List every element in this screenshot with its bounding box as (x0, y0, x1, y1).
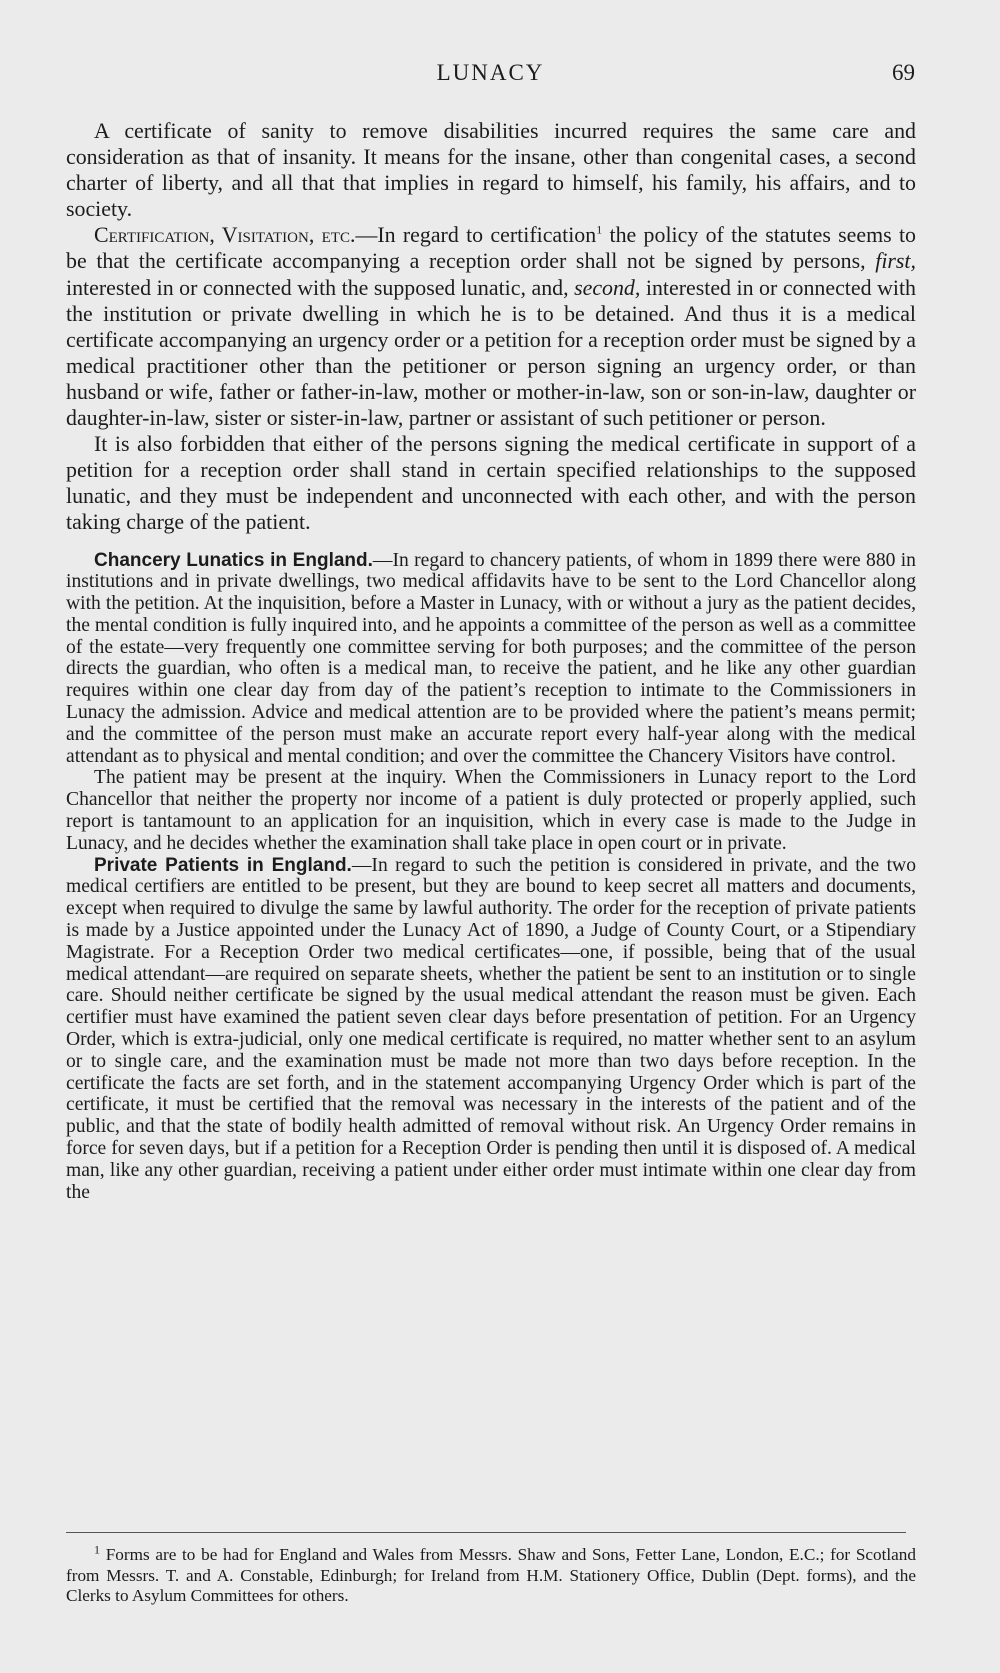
small-type-section (66, 550, 916, 1204)
footnote-marker: 1 (94, 1542, 100, 1557)
section-gap (66, 536, 916, 550)
page-number: 69 (892, 60, 915, 85)
paragraph-inquiry: The patient may be present at the inquiry. When the Commissioners in Lunacy report to the Lord Chancellor that neither the property nor income of a patient is duly protected or properly applied, such report is tantamount to an application for an inquisition, which in every case is made to the Judge in Lunacy, and he decides whether the examination shall take place in open court or in private. (66, 767, 916, 854)
section-heading-chancery: Chancery Lunatics in England. (94, 549, 373, 571)
section-heading-private-patients: Private Patients in England. (94, 854, 352, 876)
paragraph-chancery-lunatics: Chancery Lunatics in England.—In regard to chancery patients, of whom in 1899 there were 880 in institutions and in private dwellings, two medical affidavits have to be sent to the Lord Chancellor along with the petition. At the inquisition, before a Master in Lunacy, with or without a jury as the patient decides, the mental condition is fully inquired into, and he appoints a committee of the person as well as a committee of the estate—very frequently one committee serving for both purposes; and the committee of the person directs the guardian, who often is a medical man, to receive the patient, and he like any other guardian requires within one clear day from day of the patient’s reception to intimate to the Commissioners in Lunacy the admission. Advice and medical attention are to be provided where the patient’s means permit; and the committee of the person must make an accurate report every half-year along with the medical attendant as to physical and mental condition; and over the committee the Chancery Visitors have control. (66, 549, 916, 767)
page-title: LUNACY (436, 60, 545, 85)
paragraph-forbidden-relationships: It is also forbidden that either of the persons signing the medical certificate in support of a petition for a reception order shall stand in certain specified relationships to the supposed lunatic, and they must be independent and unconnected with each other, and with the person taking charge of the patient. (66, 431, 916, 535)
paragraph-certification: Certification, Visitation, etc.—In regard to certification$^1$ the policy of the statutes seems to be that the certificate accompanying a reception order shall not be signed by persons, first, interested in or connected with the supposed lunatic, and, second, interested in or connected with the institution or private dwelling in which he is to be detained. And thus it is a medical certificate accompanying an urgency order or a petition for a reception order must be signed by a medical practitioner other than the petitioner or person signing an urgency order, or than husband or wife, father or father-in-law, mother or mother-in-law, son or son-in-law, daughter or daughter-in-law, sister or sister-in-law, partner or assistant of such petitioner or person. (66, 222, 916, 431)
page-body (66, 118, 916, 1203)
footnote-reference[interactable]: 1 (596, 223, 603, 238)
footnote (66, 1542, 916, 1607)
paragraph-private-patients: Private Patients in England.—In regard to such the petition is considered in private, and the two medical certifiers are entitled to be present, but they are bound to keep secret all matters and documents, except when required to divulge the same by lawful authority. The order for the reception of private patients is made by a Justice appointed under the Lunacy Act of 1890, a Judge of County Court, or a Stipendiary Magistrate. For a Reception Order two medical certificates—one, if possible, being that of the usual medical attendant—are required on separate sheets, whether the patient be sent to an institution or to single care. Should neither certificate be signed by the usual medical attendant the reason must be given. Each certifier must have examined the patient seven clear days before presentation of petition. For an Urgency Order, which is extra-judicial, only one medical certificate is required, no matter whether sent to an asylum or to single care, and the examination must be made not more than two days before reception. In the certificate the facts are set forth, and in the statement accompanying Urgency Order which is part of the certificate, it must be certified that the removal was necessary in the interests of the patient and of the public, and that the state of bodily health admitted of removal without risk. An Urgency Order remains in force for seven days, but if a petition for a Reception Order is pending then until it is disposed of. A medical man, like any other guardian, receiving a patient under either order must intimate within one clear day from the (66, 854, 916, 1203)
footnote-divider (66, 1532, 906, 1533)
paragraph-sanity-certificate: A certificate of sanity to remove disabilities incurred requires the same care and consideration as that of insanity. It means for the insane, other than congenital cases, a second charter of liberty, and all that that implies in regard to himself, his family, his affairs, and to society. (66, 118, 916, 222)
large-type-section (66, 118, 916, 536)
section-heading-certification: Certification, Visitation, etc. (94, 222, 356, 248)
running-header (66, 60, 915, 94)
footnote-text: $^1$ Forms are to be had for England and Wales from Messrs. Shaw and Sons, Fetter Lane, London, E.C.; for Scotland from Messrs. T. and A. Constable, Edinburgh; for Ireland from H.M. Stationery Office, Dublin (Dept. forms), and the Clerks to Asylum Committees for others. (66, 1542, 916, 1605)
